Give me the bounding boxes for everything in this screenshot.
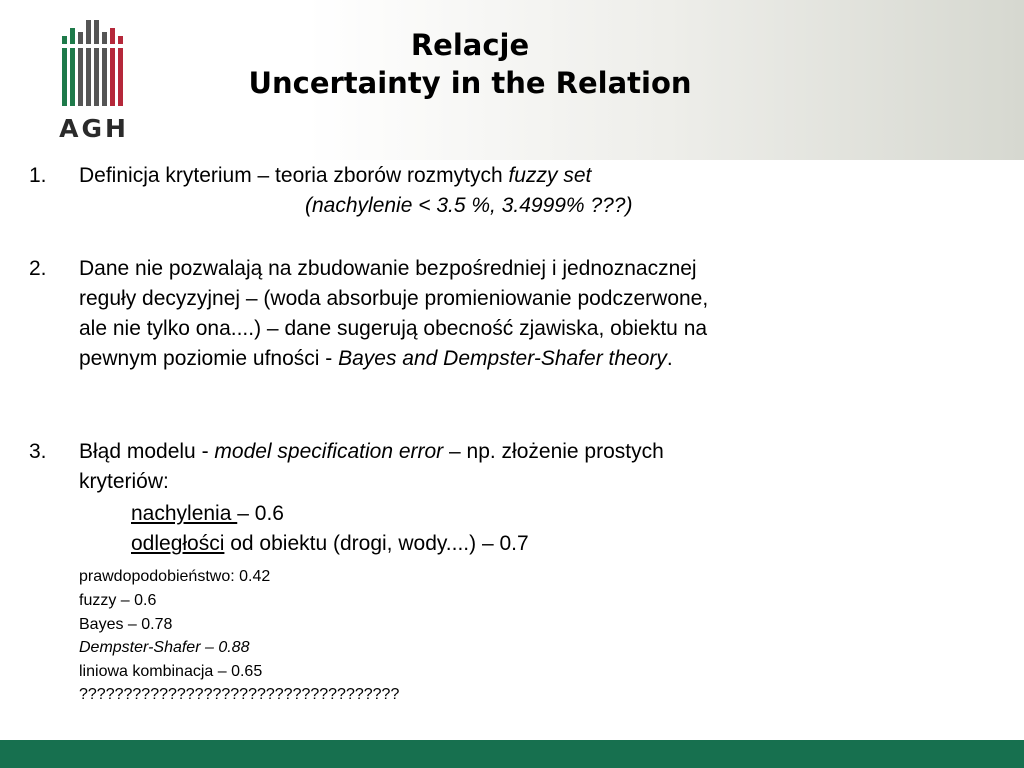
result-linear-combination: liniowa kombinacja – 0.65 — [79, 663, 263, 680]
result-fuzzy: fuzzy – 0.6 — [79, 592, 157, 609]
item-3-line-1-a: Błąd modelu - — [79, 440, 215, 463]
item-3-number: 3. — [29, 440, 47, 463]
item-1-threshold: (nachylenie < 3.5 %, 3.4999% ???) — [305, 194, 633, 217]
item-2-number: 2. — [29, 257, 47, 280]
item-3-line-1 — [79, 437, 664, 467]
item-2-line-2: reguły decyzyjnej – (woda absorbuje promieniowanie podczerwone, — [79, 287, 709, 310]
criterion-distance-value: od obiektu (drogi, wody....) – 0.7 — [224, 532, 529, 555]
item-2-line-4-italic: Bayes and Dempster-Shafer theory — [338, 347, 667, 370]
item-2-line-3: ale nie tylko ona....) – dane sugerują obecność zjawiska, obiektu na — [79, 317, 708, 340]
criterion-distance — [131, 529, 529, 559]
result-bayes: Bayes – 0.78 — [79, 616, 173, 633]
criterion-distance-label: odległości — [131, 532, 225, 555]
result-dempster-shafer-text: Dempster-Shafer – 0.88 — [79, 639, 250, 656]
item-2-line-1: Dane nie pozwalają na zbudowanie bezpośredniej i jednoznacznej — [79, 257, 697, 280]
criterion-slope — [131, 499, 284, 529]
title-line-1: Relacje — [410, 28, 530, 62]
agh-logo-text: AGH — [59, 114, 129, 143]
title-line-2: Uncertainty in the Relation — [248, 66, 692, 100]
item-2-line-4-end: . — [666, 347, 673, 370]
item-3-line-2: kryteriów: — [79, 470, 169, 493]
criterion-slope-label: nachylenia — [131, 502, 238, 525]
item-3-line-1-italic: model specification error — [214, 440, 444, 463]
item-1-number: 1. — [29, 164, 47, 187]
item-1-text: Definicja kryterium – teoria zborów rozmytych — [79, 164, 509, 187]
item-1-italic: fuzzy set — [508, 164, 592, 187]
item-1-line-2 — [305, 191, 632, 221]
result-probability: prawdopodobieństwo: 0.42 — [79, 568, 271, 585]
criterion-slope-value: – 0.6 — [237, 502, 284, 525]
item-1-line-1 — [79, 161, 591, 191]
footer-bar — [0, 740, 1024, 768]
item-3-line-1-b: – np. złożenie prostych — [443, 440, 664, 463]
item-2-line-4 — [79, 344, 673, 374]
item-2-line-4-text: pewnym poziomie ufności - — [79, 347, 339, 370]
result-question-marks: ???????????????????????????????????? — [79, 686, 400, 703]
result-dempster-shafer — [79, 637, 249, 659]
